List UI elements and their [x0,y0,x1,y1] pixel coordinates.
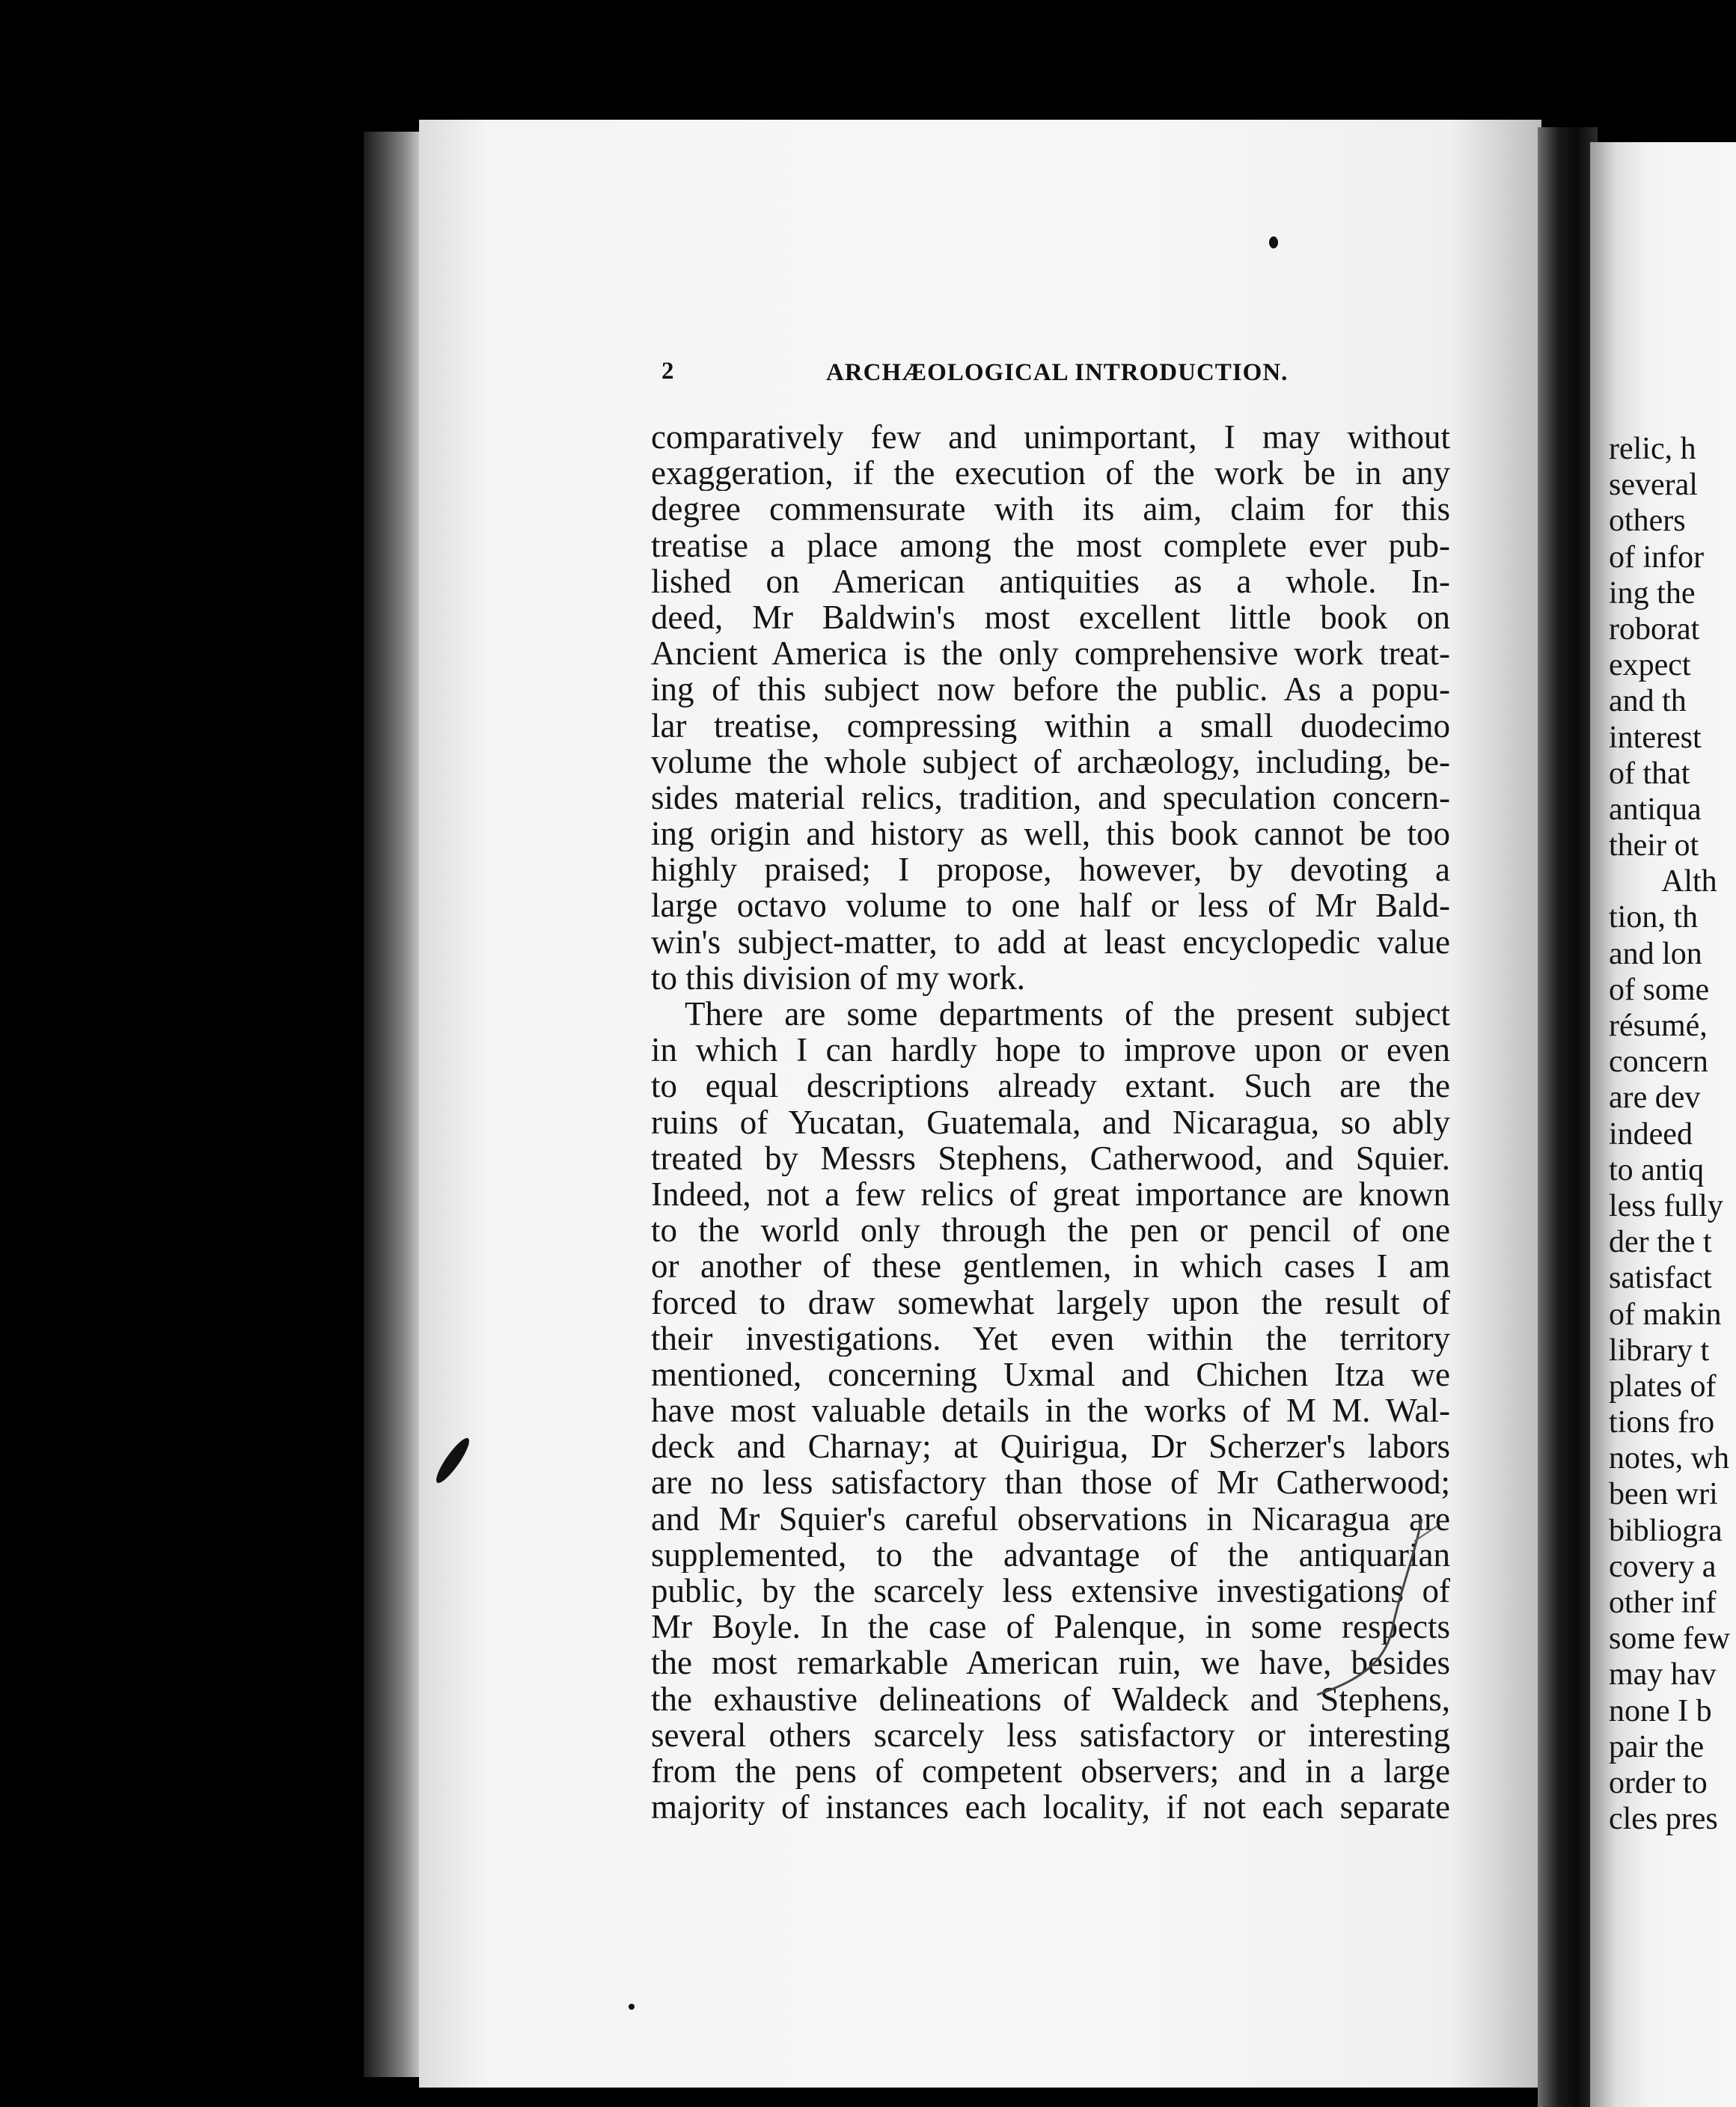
text-line: to the world only through the pen or pencil of one [651,1212,1450,1249]
text-line: large octavo volume to one half or less of Mr Bald- [651,887,1450,924]
text-fragment: of makin [1609,1297,1722,1332]
text-line: treatise a place among the most complete ever pub- [651,527,1450,563]
text-line: Indeed, not a few relics of great importance are known [651,1175,1450,1213]
text-line: ruins of Yucatan, Guatemala, and Nicaragua, so ably [651,1104,1450,1140]
text-line: mentioned, concerning Uxmal and Chichen Itza we [651,1356,1450,1393]
text-fragment: less fully [1609,1188,1723,1223]
text-line: their investigations. Yet even within the territory [651,1320,1450,1357]
text-fragment: Alth [1661,864,1717,899]
text-line: comparatively few and unimportant, I may without [651,419,1450,456]
text-line: ing of this subject now before the public. As a popu- [651,671,1450,708]
text-fragment: covery a [1609,1549,1717,1584]
text-fragment: pair the [1609,1729,1705,1764]
text-fragment: notes, wh [1609,1441,1729,1476]
text-fragment: interest [1609,720,1702,755]
text-line: several others scarcely less satisfactory or interesting [651,1716,1450,1753]
text-fragment: bibliogra [1609,1513,1723,1548]
text-fragment: expect [1609,648,1691,683]
text-fragment: satisfact [1609,1261,1712,1296]
text-fragment: library t [1609,1333,1710,1368]
book-fore-edge [364,132,422,2077]
text-line: exaggeration, if the execution of the work be in any [651,455,1450,492]
text-fragment: tion, th [1609,900,1699,935]
text-fragment: and th [1609,684,1687,719]
text-line: have most valuable details in the works of M M. Wal- [651,1392,1450,1429]
text-fragment: other inf [1609,1585,1717,1620]
text-line: volume the whole subject of archæology, including, be- [651,743,1450,780]
running-title: ARCHÆOLOGICAL INTRODUCTION. [826,359,1289,386]
text-fragment: none I b [1609,1693,1712,1728]
text-line: the exhaustive delineations of Waldeck and Stephens, [651,1681,1450,1717]
text-fragment: others [1609,504,1686,539]
text-line: the most remarkable American ruin, we have, besides [651,1645,1450,1681]
text-fragment: plates of [1609,1369,1717,1404]
book-gutter [1538,127,1598,2107]
text-fragment: some few [1609,1621,1731,1657]
text-fragment: antiqua [1609,792,1702,827]
page-number: 2 [661,358,675,385]
text-line: supplemented, to the advantage of the antiquarian [651,1536,1450,1573]
text-line: win's subject-matter, to add at least encyclopedic value [651,923,1450,960]
text-line: are no less satisfactory than those of Mr Catherwood; [651,1464,1450,1501]
text-line: highly praised; I propose, however, by devoting a [651,851,1450,888]
text-line: majority of instances each locality, if not each separate [651,1789,1450,1826]
text-fragment: are dev [1609,1080,1701,1116]
text-fragment: tions fro [1609,1405,1715,1440]
text-fragment: several [1609,468,1698,503]
text-line: in which I can hardly hope to improve upon or even [651,1032,1450,1068]
left-page-text [651,419,1450,1825]
text-fragment: indeed [1609,1116,1693,1152]
text-line: Mr Boyle. In the case of Palenque, in some respects [651,1609,1450,1645]
text-line: sides material relics, tradition, and speculation concern- [651,779,1450,816]
text-line: lar treatise, compressing within a small duodecimo [651,707,1450,744]
text-line: from the pens of competent observers; and in a large [651,1752,1450,1790]
text-line: Ancient America is the only comprehensive work treat- [651,635,1450,672]
text-fragment: of that [1609,756,1690,791]
text-fragment: of infor [1609,539,1705,575]
text-fragment: and lon [1609,936,1702,971]
text-line: treated by Messrs Stephens, Catherwood, and Squier. [651,1140,1450,1176]
text-fragment: of some [1609,972,1710,1007]
text-fragment: their ot [1609,828,1699,863]
ink-dot [1269,236,1278,248]
text-fragment: ing the [1609,575,1696,611]
text-fragment: order to [1609,1765,1708,1800]
text-line: ing origin and history as well, this book cannot be too [651,816,1450,852]
text-fragment: may hav [1609,1657,1717,1692]
text-line: There are some departments of the present subject [685,996,1450,1033]
text-line: deed, Mr Baldwin's most excellent little book on [651,599,1450,636]
running-header [655,352,1449,397]
text-line: to equal descriptions already extant. Such are the [651,1068,1450,1104]
text-line: or another of these gentlemen, in which cases I am [651,1248,1450,1285]
text-fragment: relic, h [1609,432,1696,466]
right-page-text [1609,431,1736,1837]
text-line: forced to draw somewhat largely upon the result of [651,1284,1450,1321]
text-fragment: been wri [1609,1477,1718,1512]
text-line: deck and Charnay; at Quirigua, Dr Scherzer's labors [651,1428,1450,1465]
text-line: degree commensurate with its aim, claim for this [651,491,1450,527]
text-line: to this division of my work. [651,959,1026,996]
text-fragment: roborat [1609,611,1700,646]
text-fragment: résumé, [1609,1009,1708,1043]
text-fragment: to antiq [1609,1152,1705,1187]
text-line: lished on American antiquities as a whole. In- [651,563,1450,599]
ink-dot [629,2004,635,2010]
text-fragment: cles pres [1609,1802,1718,1837]
text-fragment: concern [1609,1045,1708,1080]
text-line: public, by the scarcely less extensive investigations of [651,1573,1450,1609]
text-line: and Mr Squier's careful observations in Nicaragua are [651,1500,1450,1537]
text-fragment: der the t [1609,1225,1712,1260]
